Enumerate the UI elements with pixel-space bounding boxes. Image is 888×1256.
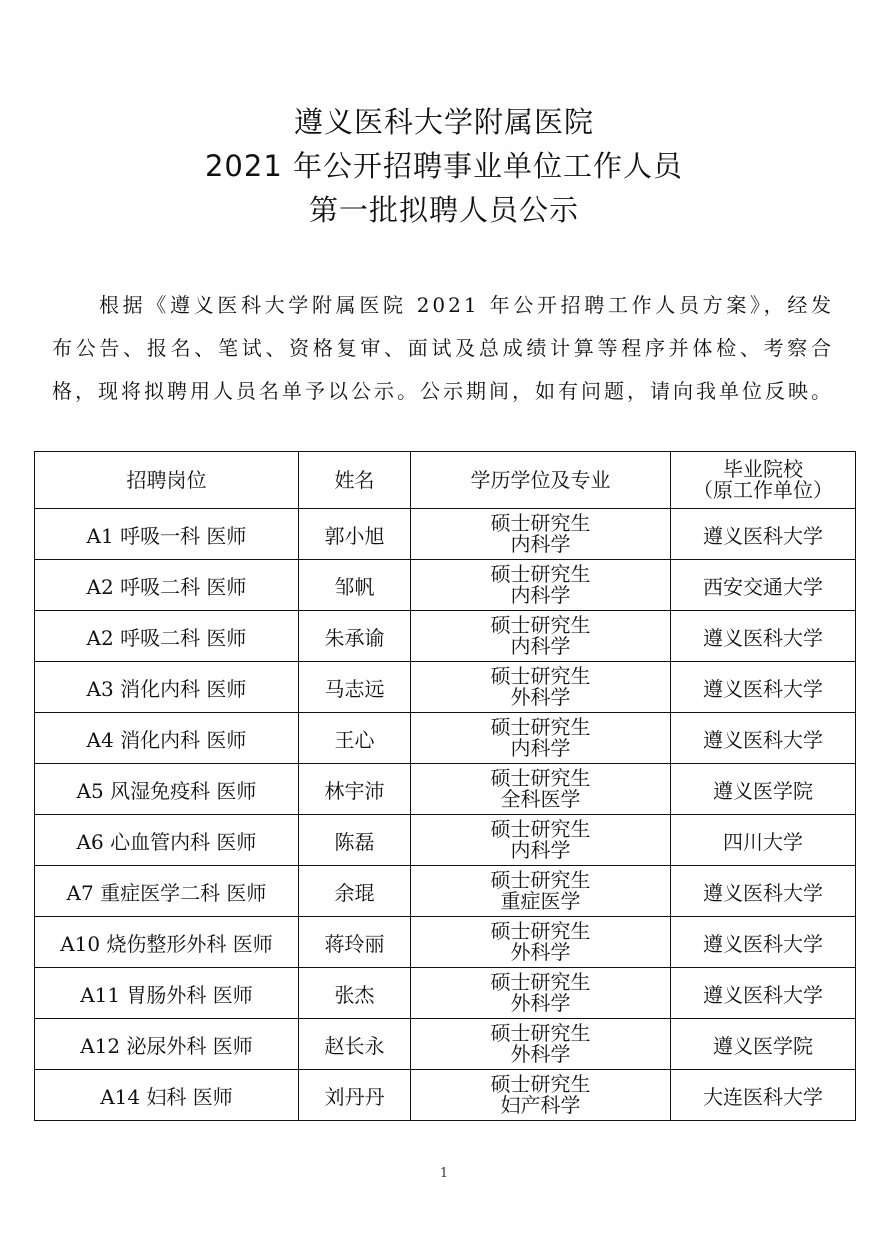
table-row [35, 713, 856, 764]
cell-degree: 硕士研究生 [490, 511, 591, 535]
cell-school: 遵义医科大学 [671, 866, 856, 917]
cell-school: 遵义医科大学 [671, 713, 856, 764]
cell-major: 外科学 [510, 991, 571, 1015]
header-name: 姓名 [299, 452, 411, 509]
cell-position: A11 胃肠外科 医师 [35, 968, 299, 1019]
cell-school: 遵义医学院 [671, 1019, 856, 1070]
table-row [35, 611, 856, 662]
cell-name: 陈磊 [299, 815, 411, 866]
cell-position: A3 消化内科 医师 [35, 662, 299, 713]
cell-school: 遵义医科大学 [671, 509, 856, 560]
header-school [671, 452, 856, 509]
table-row [35, 560, 856, 611]
cell-major: 外科学 [510, 940, 571, 964]
cell-major: 内科学 [510, 583, 571, 607]
cell-degree: 硕士研究生 [490, 970, 591, 994]
cell-degree: 硕士研究生 [490, 766, 591, 790]
cell-name: 马志远 [299, 662, 411, 713]
candidate-table [34, 451, 856, 1121]
cell-education [411, 1070, 671, 1121]
cell-major: 外科学 [510, 1042, 571, 1066]
cell-school: 遵义医科大学 [671, 662, 856, 713]
cell-education [411, 815, 671, 866]
cell-major: 外科学 [510, 685, 571, 709]
cell-school: 遵义医科大学 [671, 917, 856, 968]
cell-major: 全科医学 [500, 787, 581, 811]
cell-education [411, 713, 671, 764]
cell-name: 朱承谕 [299, 611, 411, 662]
header-school-line2: （原工作单位） [693, 478, 833, 502]
cell-name: 蒋玲丽 [299, 917, 411, 968]
table-row [35, 509, 856, 560]
document-title [0, 100, 888, 232]
cell-school: 遵义医科大学 [671, 611, 856, 662]
cell-education [411, 866, 671, 917]
title-hospital: 遵义医科大学附属医院 [293, 105, 594, 139]
header-education: 学历学位及专业 [411, 452, 671, 509]
table-row [35, 968, 856, 1019]
cell-degree: 硕士研究生 [490, 919, 591, 943]
title-recruitment: 2021 年公开招聘事业单位工作人员 [204, 149, 684, 183]
cell-education [411, 509, 671, 560]
table-row [35, 662, 856, 713]
table-row [35, 764, 856, 815]
table-row [35, 866, 856, 917]
cell-name: 刘丹丹 [299, 1070, 411, 1121]
cell-position: A14 妇科 医师 [35, 1070, 299, 1121]
cell-major: 内科学 [510, 634, 571, 658]
cell-degree: 硕士研究生 [490, 1021, 591, 1045]
table-row [35, 917, 856, 968]
cell-degree: 硕士研究生 [490, 562, 591, 586]
cell-education [411, 611, 671, 662]
cell-name: 林宇沛 [299, 764, 411, 815]
table-header-row [35, 452, 856, 509]
cell-name: 张杰 [299, 968, 411, 1019]
cell-name: 余琨 [299, 866, 411, 917]
cell-school: 西安交通大学 [671, 560, 856, 611]
cell-major: 妇产科学 [500, 1093, 581, 1117]
cell-school: 遵义医科大学 [671, 968, 856, 1019]
cell-name: 赵长永 [299, 1019, 411, 1070]
cell-position: A12 泌尿外科 医师 [35, 1019, 299, 1070]
cell-education [411, 968, 671, 1019]
title-announcement: 第一批拟聘人员公示 [308, 193, 579, 227]
table-row [35, 815, 856, 866]
table-row [35, 1070, 856, 1121]
cell-education [411, 917, 671, 968]
cell-education [411, 560, 671, 611]
cell-position: A6 心血管内科 医师 [35, 815, 299, 866]
cell-degree: 硕士研究生 [490, 664, 591, 688]
cell-major: 内科学 [510, 532, 571, 556]
cell-position: A5 风湿免疫科 医师 [35, 764, 299, 815]
cell-name: 邹帆 [299, 560, 411, 611]
cell-major: 内科学 [510, 736, 571, 760]
cell-position: A2 呼吸二科 医师 [35, 611, 299, 662]
intro-paragraph: 根据《遵义医科大学附属医院 2021 年公开招聘工作人员方案》，经发布公告、报名、笔试、资格复审、面试及总成绩计算等程序并体检、考察合格，现将拟聘用人员名单予以公示。公示期间，如有问题，请向我单位反映。 [52, 293, 834, 403]
cell-major: 内科学 [510, 838, 571, 862]
cell-degree: 硕士研究生 [490, 715, 591, 739]
table-row [35, 1019, 856, 1070]
cell-position: A2 呼吸二科 医师 [35, 560, 299, 611]
cell-degree: 硕士研究生 [490, 1072, 591, 1096]
cell-name: 郭小旭 [299, 509, 411, 560]
cell-degree: 硕士研究生 [490, 613, 591, 637]
cell-school: 遵义医学院 [671, 764, 856, 815]
cell-school: 四川大学 [671, 815, 856, 866]
cell-position: A4 消化内科 医师 [35, 713, 299, 764]
cell-education [411, 662, 671, 713]
cell-position: A1 呼吸一科 医师 [35, 509, 299, 560]
header-school-line1: 毕业院校 [723, 457, 803, 481]
cell-position: A7 重症医学二科 医师 [35, 866, 299, 917]
cell-name: 王心 [299, 713, 411, 764]
cell-position: A10 烧伤整形外科 医师 [35, 917, 299, 968]
cell-degree: 硕士研究生 [490, 817, 591, 841]
page-number: 1 [439, 1166, 449, 1181]
cell-education [411, 1019, 671, 1070]
cell-degree: 硕士研究生 [490, 868, 591, 892]
cell-major: 重症医学 [500, 889, 581, 913]
cell-school: 大连医科大学 [671, 1070, 856, 1121]
header-position: 招聘岗位 [35, 452, 299, 509]
cell-education [411, 764, 671, 815]
